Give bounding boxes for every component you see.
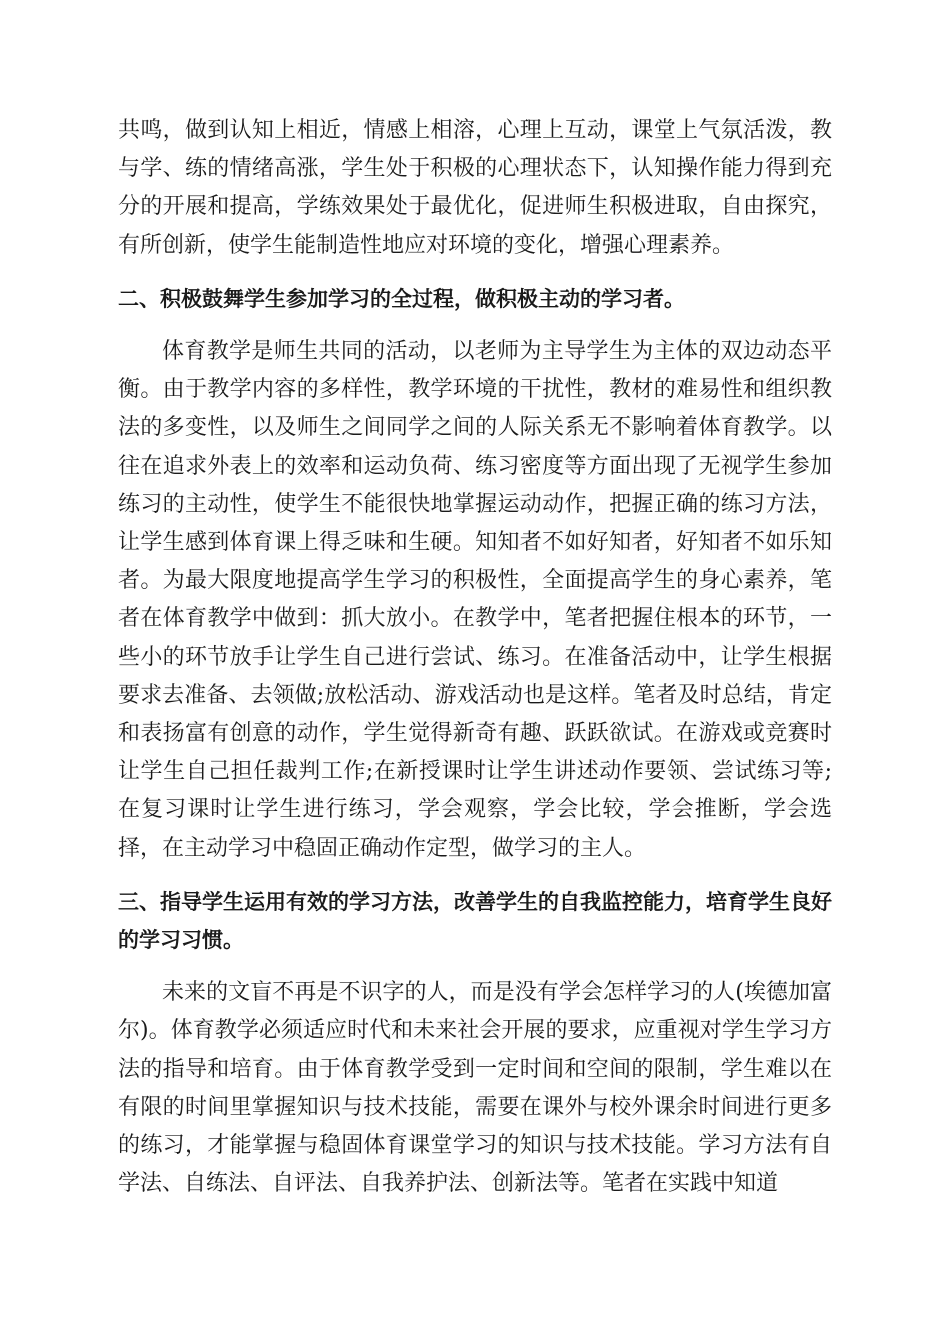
spacer	[118, 959, 832, 974]
spacer	[118, 318, 832, 333]
section-heading-3: 三、指导学生运用有效的学习方法，改善学生的自我监控能力，培育学生良好的学习习惯。	[118, 889, 832, 953]
spacer	[118, 265, 832, 280]
section-heading-2: 二、积极鼓舞学生参加学习的全过程，做积极主动的学习者。	[118, 286, 685, 311]
spacer	[118, 868, 832, 883]
paragraph-section-2: 体育教学是师生共同的活动，以老师为主导学生为主体的双边动态平衡。由于教学内容的多样性，教学环境的干扰性，教材的难易性和组织教法的多变性，以及师生之间同学之间的人际关系无不影响着体育教学。以往在追求外表上的效率和运动负荷、练习密度等方面出现了无视学生参加练习的主动性，使学生不能很快地掌握运动动作，把握正确的练习方法，让学生感到体育课上得乏味和生硬。知知者不如好知者，好知者不如乐知者。为最大限度地提高学生学习的积极性，全面提高学生的身心素养，笔者在体育教学中做到：抓大放小。在教学中，笔者把握住根本的环节，一些小的环节放手让学生自己进行尝试、练习。在准备活动中，让学生根据要求去准备、去领做;放松活动、游戏活动也是这样。笔者及时总结，肯定和表扬富有创意的动作，学生觉得新奇有趣、跃跃欲试。在游戏或竞赛时让学生自己担任裁判工作;在新授课时让学生讲述动作要领、尝试练习等;在复习课时让学生进行练习，学会观察，学会比较，学会推断，学会选择，在主动学习中稳固正确动作定型，做学习的主人。	[118, 339, 832, 861]
paragraph-section-3: 未来的文盲不再是不识字的人，而是没有学会怎样学习的人(埃德加富尔)。体育教学必须适应时代和未来社会开展的要求，应重视对学生学习方法的指导和培育。由于体育教学受到一定时间和空间的限制，学生难以在有限的时间里掌握知识与技术技能，需要在课外与校外课余时间进行更多的练习，才能掌握与稳固体育课堂学习的知识与技术技能。学习方法有自学法、自练法、自评法、自我养护法、创新法等。笔者在实践中知道	[118, 980, 832, 1197]
paragraph-continued: 共鸣，做到认知上相近，情感上相溶，心理上互动，课堂上气氛活泼，教与学、练的情绪高涨，学生处于积极的心理状态下，认知操作能力得到充分的开展和提高，学练效果处于最优化，促进师生积极进取，自由探究，有所创新，使学生能制造性地应对环境的变化，增强心理素养。	[118, 118, 832, 258]
document-page	[118, 112, 832, 1203]
